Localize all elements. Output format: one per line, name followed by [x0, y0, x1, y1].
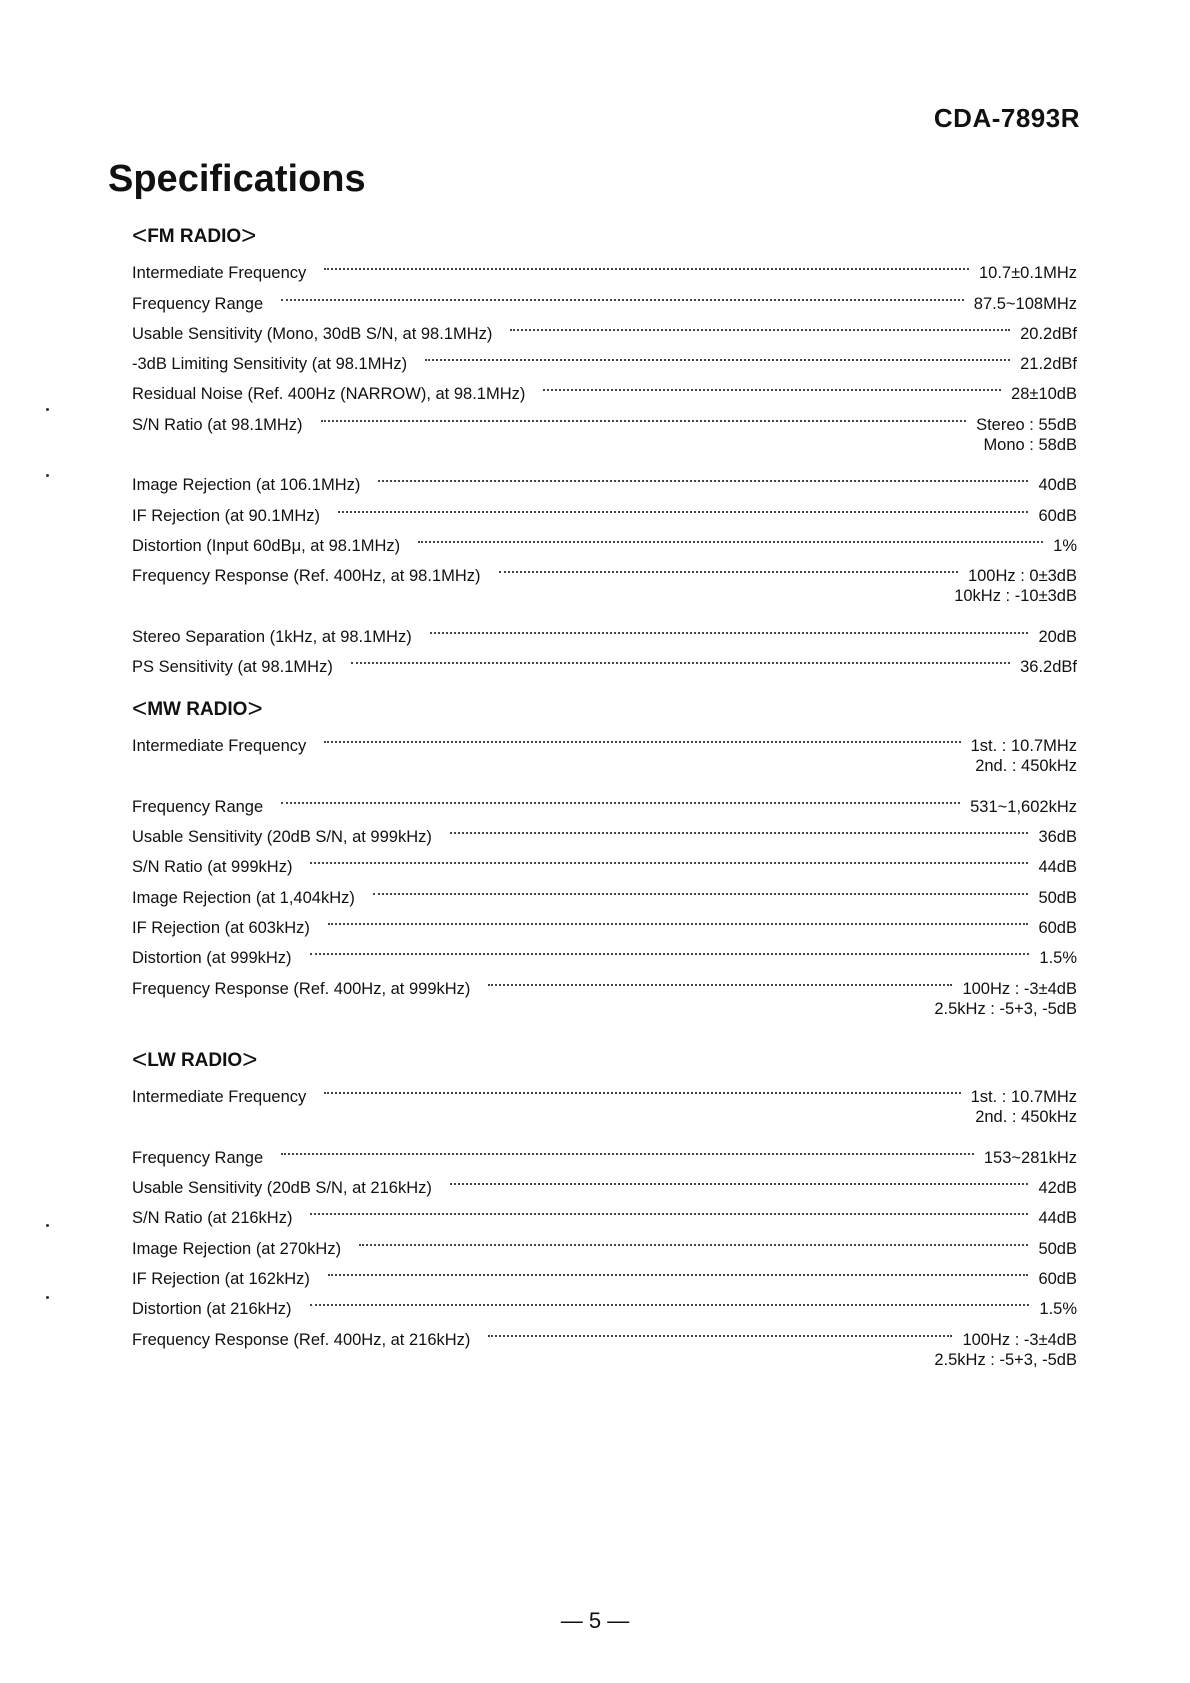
- spec-value: 20dB: [1038, 627, 1077, 646]
- spec-row: [132, 1072, 1077, 1107]
- spec-label: Frequency Response (Ref. 400Hz, at 98.1MHz): [132, 567, 481, 586]
- section-heading: <LW RADIO>: [132, 1044, 258, 1074]
- spec-label: IF Rejection (at 90.1MHz): [132, 506, 320, 525]
- dot-leader: [310, 842, 1028, 872]
- dot-leader: [324, 1072, 960, 1102]
- dot-leader: [488, 963, 952, 993]
- spec-value: 87.5~108MHz: [973, 294, 1077, 313]
- spec-value: 21.2dBf: [1020, 355, 1077, 374]
- margin-dot: [46, 1296, 49, 1299]
- spec-value: 60dB: [1038, 506, 1077, 525]
- spec-value: 10.7±0.1MHz: [978, 264, 1077, 283]
- spec-label: Frequency Range: [132, 1148, 264, 1167]
- spec-value: 36.2dBf: [1020, 658, 1077, 677]
- dot-leader: [281, 1133, 974, 1163]
- section-heading: <FM RADIO>: [132, 220, 257, 250]
- spec-rows: [132, 248, 1077, 677]
- spec-label: Intermediate Frequency: [132, 1088, 307, 1107]
- spec-label: Image Rejection (at 1,404kHz): [132, 888, 355, 907]
- spec-row: [132, 309, 1077, 343]
- model-number: CDA-7893R: [933, 103, 1080, 133]
- spec-value: 60dB: [1038, 919, 1077, 938]
- section-fm-radio: [132, 218, 1077, 677]
- section-heading-text: LW RADIO: [147, 1050, 243, 1071]
- spec-value: 1st. : 10.7MHz: [970, 737, 1077, 756]
- section-mw-radio: [132, 691, 1077, 1024]
- spec-label: Frequency Range: [132, 294, 264, 313]
- dot-leader: [359, 1223, 1028, 1253]
- page-title: Specifications: [108, 158, 366, 200]
- spec-value: 50dB: [1038, 1239, 1077, 1258]
- spec-label: Residual Noise (Ref. 400Hz (NARROW), at 98.1MHz): [132, 385, 526, 404]
- dot-leader: [499, 551, 958, 581]
- dot-leader: [373, 872, 1029, 902]
- spec-value: 1.5%: [1039, 1300, 1077, 1319]
- margin-dot: [46, 1224, 49, 1227]
- spec-value: 40dB: [1038, 476, 1077, 495]
- dot-leader: [450, 812, 1029, 842]
- spec-value: 1%: [1053, 536, 1077, 555]
- section-lw-radio: [132, 1042, 1077, 1375]
- spec-value: 100Hz : -3±4dB: [962, 1330, 1077, 1349]
- dot-leader: [281, 782, 960, 812]
- spec-value: 50dB: [1038, 888, 1077, 907]
- spec-label: S/N Ratio (at 216kHz): [132, 1209, 293, 1228]
- spec-rows: [132, 1072, 1077, 1375]
- dot-leader: [450, 1163, 1029, 1193]
- spec-value: 44dB: [1038, 858, 1077, 877]
- spec-value: 2nd. : 450kHz: [975, 1108, 1077, 1127]
- dot-leader: [310, 1284, 1030, 1314]
- spec-label: Image Rejection (at 106.1MHz): [132, 476, 361, 495]
- spec-row: [132, 782, 1077, 816]
- spec-label: Frequency Response (Ref. 400Hz, at 216kHz): [132, 1330, 471, 1349]
- dot-leader: [425, 339, 1010, 369]
- spec-value: 28±10dB: [1011, 385, 1077, 404]
- dot-leader: [351, 642, 1010, 672]
- spec-value: 1st. : 10.7MHz: [970, 1088, 1077, 1107]
- spec-label: Usable Sensitivity (20dB S/N, at 216kHz): [132, 1179, 432, 1198]
- spec-label: Intermediate Frequency: [132, 737, 307, 756]
- margin-dot: [46, 408, 49, 411]
- spec-label: S/N Ratio (at 999kHz): [132, 858, 293, 877]
- spec-row: [132, 248, 1077, 283]
- spec-label: Distortion (at 999kHz): [132, 949, 292, 968]
- spec-value: Stereo : 55dB: [976, 415, 1077, 434]
- spec-value: 42dB: [1038, 1179, 1077, 1198]
- spec-label: Distortion (at 216kHz): [132, 1300, 292, 1319]
- spec-value: 2nd. : 450kHz: [975, 757, 1077, 776]
- spec-value: 20.2dBf: [1020, 324, 1077, 343]
- dot-leader: [281, 278, 964, 308]
- spec-row: [132, 1163, 1077, 1198]
- spec-row: [132, 721, 1077, 756]
- dot-leader: [310, 933, 1030, 963]
- dot-leader: [328, 1254, 1029, 1284]
- dot-leader: [510, 309, 1010, 339]
- spec-value: 531~1,602kHz: [970, 797, 1077, 816]
- page-number: — 5 —: [560, 1608, 630, 1633]
- spec-label: Image Rejection (at 270kHz): [132, 1239, 342, 1258]
- spec-value: 100Hz : -3±4dB: [962, 979, 1077, 998]
- dot-leader: [378, 460, 1028, 490]
- spec-label: Frequency Response (Ref. 400Hz, at 999kHz): [132, 979, 471, 998]
- section-heading: <MW RADIO>: [132, 693, 263, 723]
- spec-label: S/N Ratio (at 98.1MHz): [132, 415, 303, 434]
- spec-label: IF Rejection (at 603kHz): [132, 919, 310, 938]
- dot-leader: [321, 399, 967, 429]
- spec-value: 153~281kHz: [983, 1148, 1077, 1167]
- dot-leader: [338, 490, 1028, 520]
- spec-label: Distortion (Input 60dBμ, at 98.1MHz): [132, 536, 401, 555]
- spec-value: 2.5kHz : -5+3, -5dB: [934, 1350, 1077, 1369]
- dot-leader: [488, 1314, 952, 1344]
- spec-row: [132, 812, 1077, 847]
- spec-value: 10kHz : -10±3dB: [954, 587, 1077, 606]
- spec-label: Intermediate Frequency: [132, 264, 307, 283]
- spec-value: 100Hz : 0±3dB: [967, 567, 1077, 586]
- spec-value: 1.5%: [1039, 949, 1077, 968]
- dot-leader: [418, 521, 1043, 551]
- margin-dot: [46, 474, 49, 477]
- spec-row: [132, 612, 1077, 646]
- spec-label: Usable Sensitivity (Mono, 30dB S/N, at 98.1MHz): [132, 324, 493, 343]
- spec-label: -3dB Limiting Sensitivity (at 98.1MHz): [132, 355, 408, 374]
- section-heading-text: FM RADIO: [147, 226, 242, 247]
- spec-value: 44dB: [1038, 1209, 1077, 1228]
- dot-leader: [324, 248, 969, 278]
- spec-label: Usable Sensitivity (20dB S/N, at 999kHz): [132, 828, 432, 847]
- dot-leader: [543, 369, 1001, 399]
- spec-row: [132, 460, 1077, 495]
- dot-leader: [324, 721, 960, 751]
- section-heading-text: MW RADIO: [147, 699, 248, 720]
- spec-rows: [132, 721, 1077, 1024]
- dot-leader: [328, 903, 1029, 933]
- dot-leader: [310, 1193, 1028, 1223]
- spec-label: PS Sensitivity (at 98.1MHz): [132, 658, 333, 677]
- spec-value: 36dB: [1038, 828, 1077, 847]
- spec-value: 60dB: [1038, 1270, 1077, 1289]
- spec-value: Mono : 58dB: [983, 435, 1077, 454]
- spec-value: 2.5kHz : -5+3, -5dB: [934, 999, 1077, 1018]
- spec-row: [132, 1133, 1077, 1167]
- spec-label: Frequency Range: [132, 797, 264, 816]
- spec-label: Stereo Separation (1kHz, at 98.1MHz): [132, 627, 412, 646]
- spec-label: IF Rejection (at 162kHz): [132, 1270, 310, 1289]
- dot-leader: [430, 612, 1029, 642]
